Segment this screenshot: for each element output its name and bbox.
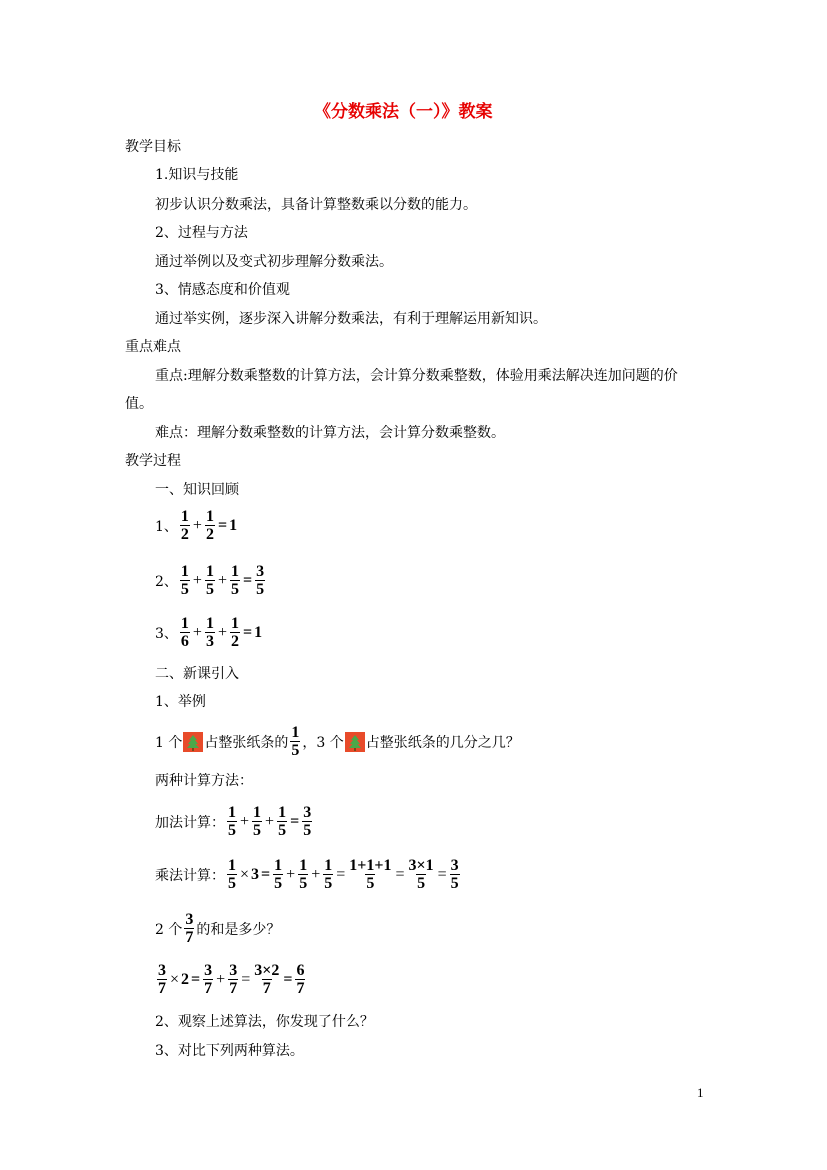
fraction: $\frac{3\times 1}{5}$	[408, 857, 434, 892]
fraction: $\frac{3}{7}$	[185, 911, 194, 946]
key-point-line-2: 值。	[125, 396, 153, 412]
fraction: $\frac{1+1+1}{5}$	[349, 857, 392, 892]
equation-label: 3、	[155, 625, 178, 642]
review-equation-1: 1、 $\frac{1}{2}$ + $\frac{1}{2}$ = 1	[155, 508, 238, 543]
fraction: $\frac{1}{2}$	[230, 615, 239, 650]
objective-text-1: 初步认识分数乘法，具备计算整数乘以分数的能力。	[155, 197, 477, 213]
fraction: $\frac{3}{7}$	[229, 962, 238, 997]
tree-icon	[345, 732, 365, 752]
fraction: $\frac{1}{5}$	[180, 563, 189, 598]
observe-question: 2、观察上述算法，你发现了什么？	[155, 1014, 374, 1030]
part-review-heading: 一、知识回顾	[155, 482, 239, 498]
fraction: $\frac{3}{7}$	[204, 962, 213, 997]
addition-calculation: 加法计算： $\frac{1}{5}$ + $\frac{1}{5}$ + $\frac{1}{5}$ = $\frac{3}{5}$	[155, 804, 312, 839]
fraction: $\frac{1}{5}$	[253, 804, 262, 839]
section-heading-objectives: 教学目标	[125, 139, 181, 155]
multiplication-calculation: 乘法计算： $\frac{1}{5}$ × 3 = $\frac{1}{5}$ + $\frac{1}{5}$ + $\frac{1}{5}$ = $\frac{1+1+1}{5}$ = $\frac{3\times 1}{5}$ = $\frac{3}{5}$	[155, 857, 459, 892]
objective-text-2: 通过举例以及变式初步理解分数乘法。	[155, 254, 393, 270]
fraction: $\frac{1}{3}$	[205, 615, 214, 650]
sevenths-calculation: $\frac{3}{7}$ × 2 = $\frac{3}{7}$ + $\frac{3}{7}$ = $\frac{3\times 2}{7}$ = $\frac{6}{7}$	[158, 962, 305, 997]
equation-label: 1、	[155, 518, 178, 535]
fraction: $\frac{1}{5}$	[230, 563, 239, 598]
review-equation-2: 2、 $\frac{1}{5}$ + $\frac{1}{5}$ + $\frac{1}{5}$ = $\frac{3}{5}$	[155, 563, 265, 598]
objective-item-2: 2、过程与方法	[155, 225, 248, 241]
fraction: $\frac{1}{5}$	[278, 804, 287, 839]
fraction: $\frac{1}{5}$	[324, 857, 333, 892]
example-heading: 1、举例	[155, 694, 206, 710]
part-new-lesson-heading: 二、新课引入	[155, 666, 239, 682]
fraction: $\frac{1}{5}$	[291, 724, 300, 759]
fraction: $\frac{1}{5}$	[299, 857, 308, 892]
page-number: 1	[697, 1085, 704, 1100]
fraction: $\frac{1}{5}$	[274, 857, 283, 892]
key-point-line-1: 重点:理解分数乘整数的计算方法，会计算分数乘整数，体验用乘法解决连加问题的价	[155, 368, 678, 384]
fraction: $\frac{1}{6}$	[180, 615, 189, 650]
page-title: 《分数乘法（一）》教案	[314, 102, 493, 122]
review-equation-3: 3、 $\frac{1}{6}$ + $\frac{1}{3}$ + $\frac{1}{2}$ = 1	[155, 615, 263, 650]
question-two-sevenths: 2 个 $\frac{3}{7}$ 的和是多少？	[155, 911, 281, 946]
fraction: $\frac{1}{2}$	[205, 508, 214, 543]
equation-label: 2、	[155, 573, 178, 590]
example-question: 1 个 占整张纸条的 $\frac{1}{5}$ ，3 个 占整张纸条的几分之几？	[155, 724, 520, 759]
fraction: $\frac{3}{5}$	[303, 804, 312, 839]
fraction: $\frac{6}{7}$	[296, 962, 305, 997]
fraction: $\frac{3}{7}$	[158, 962, 166, 997]
objective-item-3: 3、情感态度和价值观	[155, 282, 290, 298]
two-methods-label: 两种计算方法：	[155, 773, 253, 789]
objective-item-1: 1.知识与技能	[155, 167, 239, 183]
fraction: $\frac{3\times 2}{7}$	[254, 962, 280, 997]
section-heading-key-points: 重点难点	[125, 339, 181, 355]
fraction: $\frac{1}{5}$	[205, 563, 214, 598]
difficulty-text: 难点：理解分数乘整数的计算方法，会计算分数乘整数。	[155, 425, 505, 441]
fraction: $\frac{3}{5}$	[450, 857, 459, 892]
fraction: $\frac{1}{2}$	[180, 508, 189, 543]
section-heading-process: 教学过程	[125, 453, 181, 469]
objective-text-3: 通过举实例，逐步深入讲解分数乘法，有利于理解运用新知识。	[155, 311, 547, 327]
tree-icon	[183, 732, 203, 752]
fraction: $\frac{1}{5}$	[228, 804, 236, 839]
fraction: $\frac{1}{5}$	[228, 857, 236, 892]
fraction: $\frac{3}{5}$	[256, 563, 265, 598]
compare-instruction: 3、对比下列两种算法。	[155, 1043, 304, 1059]
